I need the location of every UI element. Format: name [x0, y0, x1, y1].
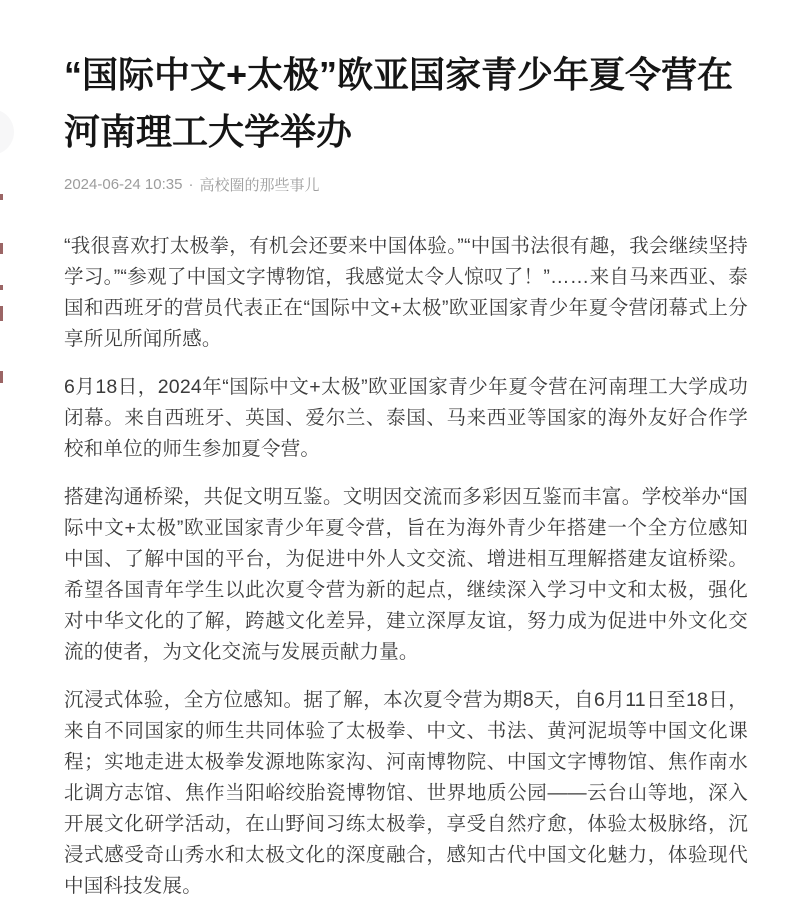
- meta-separator: ·: [188, 176, 194, 193]
- article-body: [64, 231, 748, 902]
- article-paragraph: 搭建沟通桥梁，共促文明互鉴。文明因交流而多彩因互鉴而丰富。学校举办“国际中文+太极”欧亚国家青少年夏令营，旨在为海外青少年搭建一个全方位感知中国、了解中国的平台，为促进中外人文交流、增进相互理解搭建友谊桥梁。希望各国青年学生以此次夏令营为新的起点，继续深入学习中文和太极，强化对中华文化的了解，跨越文化差异，建立深厚友谊，努力成为促进中外文化交流的使者，为文化交流与发展贡献力量。: [64, 486, 748, 663]
- left-edge-glyph-fragment: [0, 285, 3, 290]
- article-container: [64, 0, 748, 919]
- source-name[interactable]: 高校圈的那些事儿: [199, 177, 320, 194]
- article-title: “国际中文+太极”欧亚国家青少年夏令营在河南理工大学举办: [64, 54, 734, 152]
- article-paragraph: 6月18日，2024年“国际中文+太极”欧亚国家青少年夏令营在河南理工大学成功闭幕。来自西班牙、英国、爱尔兰、泰国、马来西亚等国家的海外友好合作学校和单位的师生参加夏令营。: [64, 376, 748, 460]
- article-paragraph: “我很喜欢打太极拳，有机会还要来中国体验。”“中国书法很有趣，我会继续坚持学习。”“参观了中国文字博物馆，我感觉太令人惊叹了！”……来自马来西亚、泰国和西班牙的营员代表正在“国际中文+太极”欧亚国家青少年夏令营闭幕式上分享所见所闻所感。: [64, 235, 748, 350]
- left-edge-glyph-fragment: [0, 243, 3, 254]
- article-meta: [64, 174, 748, 195]
- left-edge-glyph-fragment: [0, 194, 3, 200]
- left-edge-glyph-fragment: [0, 371, 3, 383]
- left-edge-glyph-fragment: [0, 306, 3, 321]
- article-paragraph: 沉浸式体验，全方位感知。据了解，本次夏令营为期8天，自6月11日至18日，来自不同国家的师生共同体验了太极拳、中文、书法、黄河泥埙等中国文化课程；实地走进太极拳发源地陈家沟、河南博物院、中国文字博物馆、焦作南水北调方志馆、焦作当阳峪绞胎瓷博物馆、世界地质公园——云台山等地，深入开展文化研学活动，在山野间习练太极拳，享受自然疗愈，体验太极脉络，沉浸式感受奇山秀水和太极文化的深度融合，感知古代中国文化魅力，体验现代中国科技发展。: [64, 689, 748, 897]
- edge-floating-bubble[interactable]: [0, 109, 14, 155]
- publish-datetime: 2024-06-24 10:35: [64, 176, 183, 193]
